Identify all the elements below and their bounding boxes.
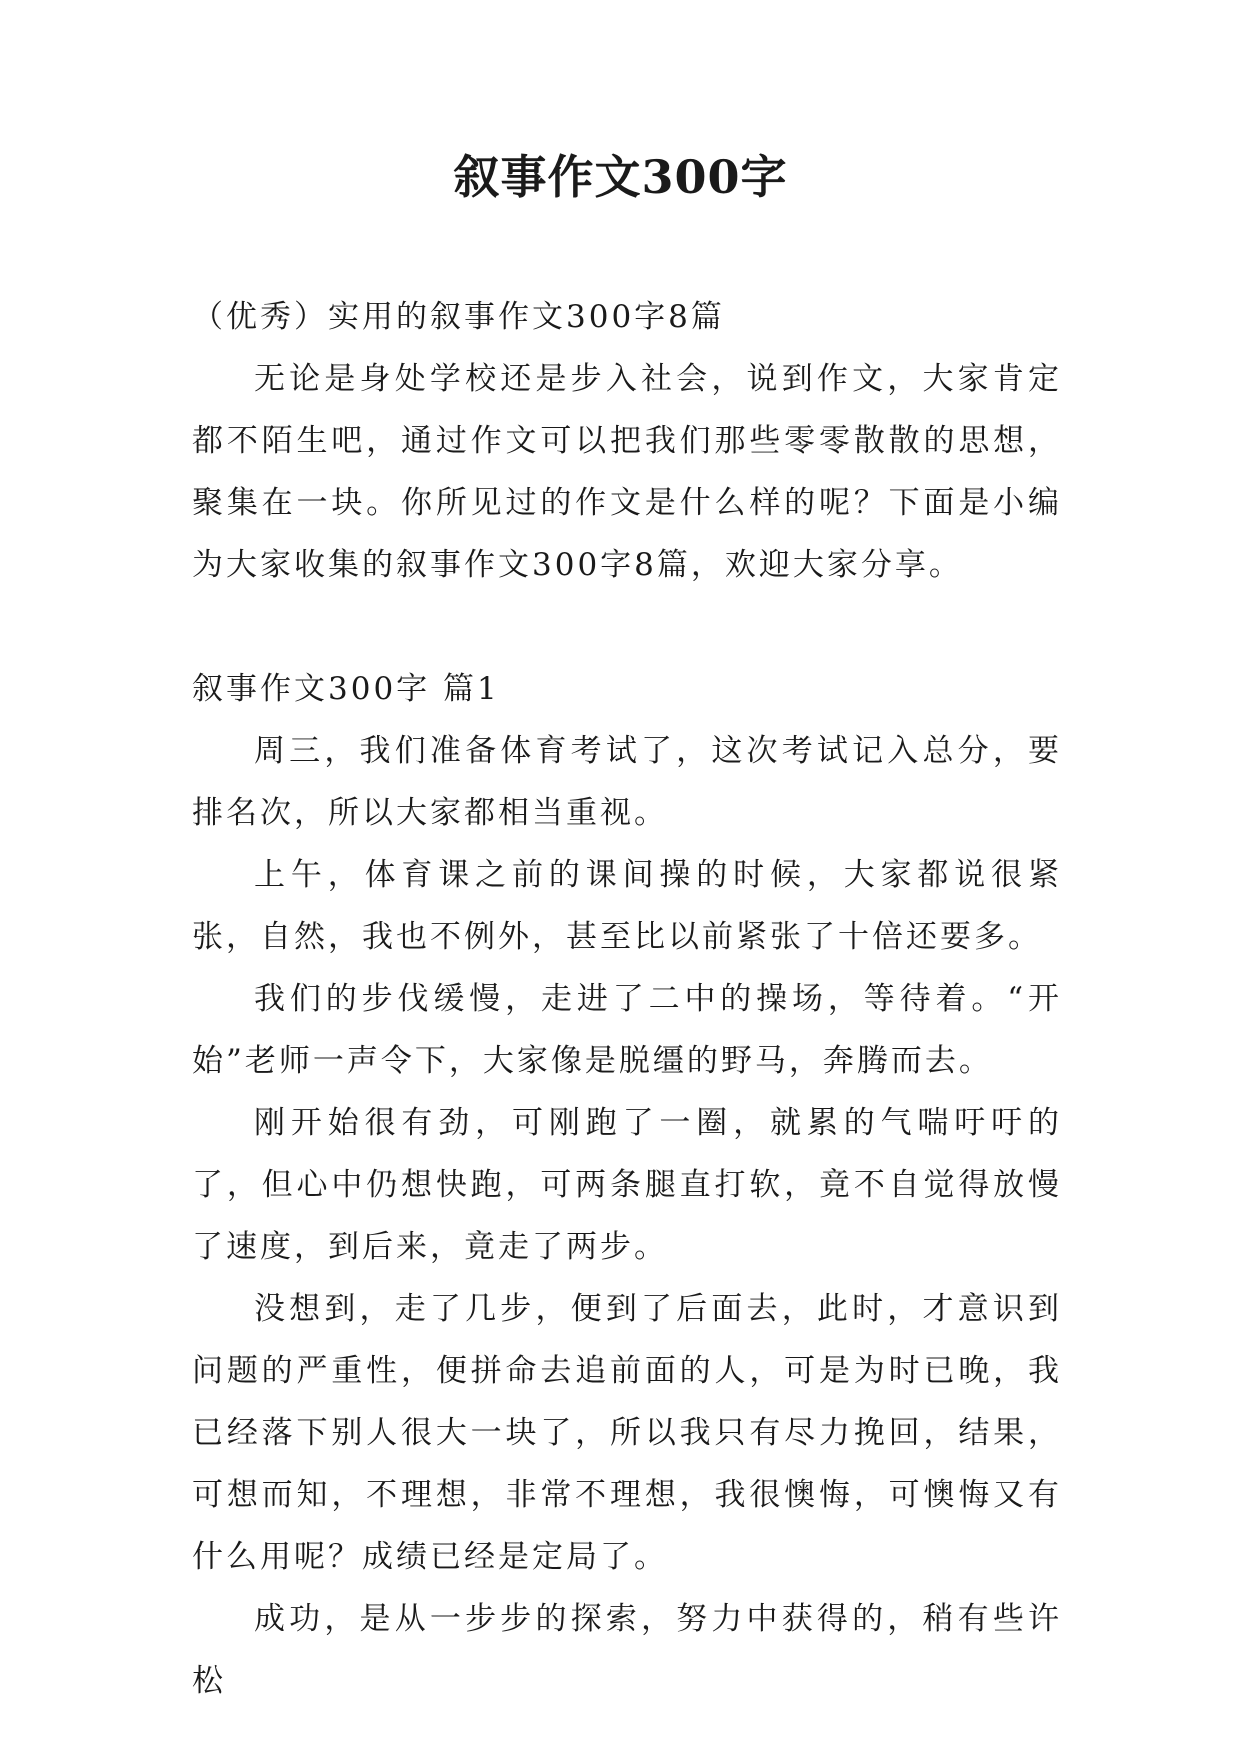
section-spacer: [192, 596, 1062, 658]
body-paragraph: 上午，体育课之前的课间操的时候，大家都说很紧张，自然，我也不例外，甚至比以前紧张了十倍还要多。: [192, 857, 1062, 955]
intro-paragraph: 无论是身处学校还是步入社会，说到作文，大家肯定都不陌生吧，通过作文可以把我们那些零零散散的思想，聚集在一块。你所见过的作文是什么样的呢？下面是小编为大家收集的叙事作文300字8篇，欢迎大家分享。: [192, 361, 1062, 583]
body-paragraph: 成功，是从一步步的探索，努力中获得的，稍有些许松: [192, 1601, 1062, 1699]
body-paragraph: 我们的步伐缓慢，走进了二中的操场，等待着。“开始”老师一声令下，大家像是脱缰的野马，奔腾而去。: [192, 981, 1062, 1079]
body-paragraph: 没想到，走了几步，便到了后面去，此时，才意识到问题的严重性，便拼命去追前面的人，可是为时已晚，我已经落下别人很大一块了，所以我只有尽力挽回，结果，可想而知，不理想，非常不理想，我很懊悔，可懊悔又有什么用呢？成绩已经是定局了。: [192, 1291, 1062, 1575]
section-heading: 叙事作文300字 篇1: [192, 671, 500, 707]
body-paragraph: 刚开始很有劲，可刚跑了一圈，就累的气喘吁吁的了，但心中仍想快跑，可两条腿直打软，竟不自觉得放慢了速度，到后来，竟走了两步。: [192, 1105, 1062, 1265]
document-subtitle: （优秀）实用的叙事作文300字8篇: [192, 299, 725, 335]
body-paragraph: 周三，我们准备体育考试了，这次考试记入总分，要排名次，所以大家都相当重视。: [192, 733, 1062, 831]
document-title: 叙事作文300字: [453, 150, 788, 204]
document-body: [192, 286, 1062, 1712]
